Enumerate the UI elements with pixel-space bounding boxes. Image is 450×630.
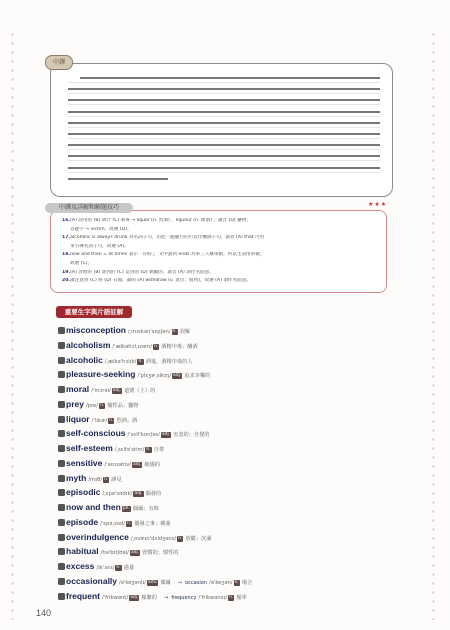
vocab-phonetic: /ˈælkəhɔlˌɪzəm/ (112, 343, 152, 350)
checkbox-icon[interactable] (58, 578, 65, 585)
vocab-phonetic: /əˈkeʒənl̩ɪ/ (119, 579, 146, 586)
checkbox-icon[interactable] (58, 327, 65, 334)
vocab-word: self-esteem (66, 443, 113, 453)
checkbox-icon[interactable] (58, 504, 65, 511)
vocab-word: episode (66, 516, 99, 527)
vocab-phonetic: /ˈfrikwənt/ (102, 594, 129, 601)
derivative-pos-badge: n. (229, 594, 234, 600)
answer-text: 讀注意到 (C) 經 (D) 石頭，讀明 (A) withdraw (v. 退出；收到)，故選 (A) 酒作名面意。 (70, 278, 251, 284)
derivative-pos-badge: n. (234, 579, 239, 585)
answer-row (70, 261, 380, 267)
vocab-item (58, 325, 190, 336)
arrow-right-icon: → (175, 579, 183, 586)
vocab-word: sensitive (66, 457, 103, 468)
checkbox-icon[interactable] (58, 371, 65, 378)
vocab-meaning: 烈酒；酒 (116, 417, 138, 424)
vocab-phonetic: /ɪkˈsɛs/ (96, 565, 115, 571)
vocab-pos-badge: ph. (122, 506, 130, 511)
vocab-item (58, 576, 252, 587)
derivative-phonetic: /əˈkeʒən/ (208, 579, 233, 586)
vocab-phonetic: /ˈsɛlfˈkɑnʃəs/ (127, 432, 160, 439)
vocab-item (58, 443, 164, 454)
translation-line (68, 167, 380, 169)
translation-line (68, 155, 380, 157)
answer-text: now and then = at times 表示「有時」，文中說到 ends 為單三人稱單數，所以主詞用單數， (70, 252, 265, 258)
translation-rule (68, 172, 380, 173)
vocab-meaning: 追求享樂的 (184, 373, 211, 380)
checkbox-icon[interactable] (58, 416, 65, 423)
translation-rule (68, 127, 380, 128)
checkbox-icon[interactable] (58, 593, 65, 600)
answer-text: 來引導名詞子句，故選 (A)。 (70, 243, 129, 249)
vocab-item (58, 546, 178, 557)
vocab-word: liquor (66, 413, 90, 424)
vocab-pos-badge: n. (99, 402, 105, 408)
vocab-phonetic: /ˈsɛnsətɪv/ (104, 461, 132, 468)
derivative-meaning: 頻率 (236, 594, 247, 601)
answer-text: (A) 習慣的 (B) 想到的 (C) 這到的 (D) 偶爾的，讀音 (A) 酒作名面意。 (70, 269, 214, 275)
vocab-word: occasionally (66, 575, 118, 586)
page-number: 140 (36, 608, 52, 618)
vocab-meaning: 敏感的 (144, 461, 160, 468)
checkbox-icon[interactable] (58, 357, 65, 364)
vocab-item (58, 414, 137, 425)
answer-text: (A) 誤用的 (B) 酒汁 (C) 剎毒 → liquor (n. 烈酒) ，liqueur (n. 甜酒) ；讀音 (D) 獵物； (70, 218, 251, 223)
vocab-word: excess (66, 561, 95, 571)
vocab-item (58, 502, 159, 513)
vocab-meaning: 道德（上）的 (124, 388, 156, 394)
vocab-meaning: 頻繁的 (141, 594, 157, 601)
answer-row (62, 270, 372, 276)
vocab-item (58, 355, 192, 366)
checkbox-icon[interactable] (58, 563, 65, 570)
vocab-pos-badge: adj. (134, 491, 143, 497)
left-dot-border (10, 30, 15, 620)
translation-line (68, 144, 380, 146)
translation-line (80, 77, 380, 79)
vocab-item (58, 591, 247, 602)
vocab-item (58, 399, 138, 410)
vocab-item (58, 532, 211, 543)
vocab-pos-badge: adj. (112, 388, 122, 393)
arrow-right-icon: → (161, 594, 169, 601)
vocab-meaning: 自尊 (153, 447, 165, 453)
answer-text: 答題字 → victim，故選 (D)。 (70, 226, 132, 232)
vocab-phonetic: /ˈlɪkɚ/ (91, 417, 108, 424)
answer-number: 18. (62, 252, 71, 258)
vocab-item (58, 517, 171, 528)
vocab-item (58, 428, 210, 439)
vocab-pos-badge: adj. (130, 594, 139, 600)
translation-rule (68, 104, 380, 105)
vocab-pos-badge: n. (153, 343, 159, 349)
vocab-meaning: 誤解 (179, 329, 191, 335)
vocab-pos-badge: n. (109, 417, 114, 423)
vocab-phonetic: /pre/ (85, 402, 98, 409)
vocab-item (58, 384, 155, 395)
vocab-meaning: 偶爾；有時 (132, 506, 159, 512)
vocab-phonetic: /ˌɛpəˈsɑdɪk/ (102, 491, 133, 498)
vocab-meaning: 犧牲品；獵物 (107, 402, 139, 409)
vocab-word: moral (66, 384, 90, 394)
vocab-word: frequent (66, 590, 100, 601)
vocab-word: habitual (66, 546, 99, 557)
checkbox-icon[interactable] (58, 401, 65, 408)
vocab-pos-badge: n. (126, 520, 132, 526)
vocab-phonetic: /ˌmɪskənˈsɛpʃən/ (127, 329, 171, 335)
vocab-item (58, 473, 122, 484)
derivative-word: frequency (171, 594, 197, 601)
checkbox-icon[interactable] (58, 475, 65, 482)
checkbox-icon[interactable] (58, 386, 65, 393)
vocab-pos-badge: n. (103, 476, 109, 482)
vocab-phonetic: /ˈɛpəˌsod/ (100, 520, 125, 527)
vocab-meaning: 酒鬼，酒精中毒的人 (145, 358, 193, 365)
translation-rule (68, 138, 380, 139)
translation-rule (68, 160, 380, 161)
answer-row (62, 252, 372, 258)
vocab-meaning: 過量 (123, 565, 135, 571)
vocab-meaning: 酒精中毒；酗酒 (161, 343, 198, 350)
vocab-item (58, 369, 210, 380)
vocab-phonetic: /ˌælkəˈhɔlɪk/ (104, 358, 137, 365)
vocab-item (58, 340, 198, 351)
answer-row (62, 218, 372, 224)
vocab-pos-badge: n. (116, 565, 121, 570)
vocab-phonetic: /ˌovɚɪnˈdʌldʒəns/ (130, 535, 177, 542)
translation-tag: 中譯 (45, 55, 73, 70)
checkbox-icon[interactable] (58, 548, 65, 555)
vocab-header: 重要生字與片語註解 (56, 306, 132, 318)
vocab-meaning: 放縱；沉湎 (185, 535, 212, 542)
translation-rule (68, 93, 380, 94)
answer-row (62, 278, 372, 284)
answer-row (70, 227, 380, 233)
vocab-pos-badge: adv. (148, 579, 158, 585)
vocab-pos-badge: n. (138, 358, 143, 364)
vocab-word: prey (66, 398, 84, 409)
vocab-word: now and then (66, 502, 121, 512)
vocab-pos-badge: adj. (130, 550, 140, 556)
answers-stars: ★★★ (368, 201, 388, 208)
checkbox-icon[interactable] (58, 489, 65, 496)
vocab-meaning: 害羞的；自覺的 (173, 432, 210, 439)
translation-rule (68, 82, 380, 83)
vocab-word: alcoholic (66, 354, 103, 365)
checkbox-icon[interactable] (58, 534, 65, 541)
vocab-phonetic: /ˈplɛʒɚˌsikɪŋ/ (137, 373, 171, 380)
derivative-word: occasion (185, 579, 207, 586)
answer-number: 19. (62, 269, 71, 275)
vocab-meaning: 謬見 (111, 476, 122, 483)
vocab-word: alcoholism (66, 339, 111, 350)
translation-line (68, 133, 380, 135)
checkbox-icon[interactable] (58, 342, 65, 349)
right-dot-border (431, 30, 436, 620)
vocab-phonetic: /ˈmɔrəl/ (91, 388, 111, 394)
answer-number: 20. (62, 278, 71, 284)
answer-text: alcoholic is always drunk 為名詞子句，但此一題題目的可以作酗酒子句，讀者 (A) that 可用 (70, 235, 265, 241)
vocab-item (58, 561, 134, 572)
checkbox-icon[interactable] (58, 430, 65, 437)
vocab-word: misconception (66, 325, 126, 335)
vocab-word: episodic (66, 487, 101, 498)
vocab-meaning: 偶發之事；插曲 (134, 520, 171, 527)
vocab-pos-badge: n. (146, 447, 151, 452)
checkbox-icon[interactable] (58, 519, 65, 526)
vocab-phonetic: /ˌsɛlfəˈstim/ (114, 447, 145, 453)
vocab-pos-badge: adj. (161, 432, 171, 438)
derivative-meaning: 場合 (241, 579, 253, 586)
translation-line (68, 178, 168, 180)
derivative-phonetic: /ˈfrikwənsɪ/ (198, 594, 228, 601)
answer-row (70, 244, 380, 250)
vocab-word: myth (66, 472, 87, 483)
answer-number: 17. (62, 235, 71, 241)
vocab-phonetic: /mɪθ/ (88, 476, 102, 483)
translation-rule (68, 149, 380, 150)
translation-line (68, 99, 380, 101)
vocab-meaning: 偶發的 (145, 491, 162, 498)
vocab-meaning: 偶爾 (160, 579, 171, 586)
checkbox-icon[interactable] (58, 460, 65, 467)
vocab-pos-badge: adj. (133, 461, 142, 467)
vocab-phonetic: /həˈbɪtʃʊəl/ (100, 550, 129, 557)
translation-rule (68, 116, 380, 117)
translation-line (68, 88, 380, 90)
vocab-pos-badge: n. (178, 535, 183, 541)
vocab-word: overindulgence (66, 531, 129, 542)
answer-text: 故選 (C)。 (70, 261, 93, 266)
vocab-meaning: 習慣的；慣性的 (142, 550, 179, 557)
vocab-item (58, 458, 160, 469)
vocab-word: self-conscious (66, 428, 126, 439)
vocab-pos-badge: adj. (172, 373, 182, 379)
answer-row (62, 235, 372, 241)
checkbox-icon[interactable] (58, 445, 65, 452)
vocab-word: pleasure-seeking (66, 369, 136, 380)
translation-line (68, 122, 380, 124)
vocab-item (58, 487, 161, 498)
answers-header: 中譯及詳解和解題技巧 (45, 203, 133, 213)
answer-number: 16. (62, 218, 71, 223)
translation-line (68, 111, 380, 113)
vocab-pos-badge: n. (172, 329, 177, 334)
